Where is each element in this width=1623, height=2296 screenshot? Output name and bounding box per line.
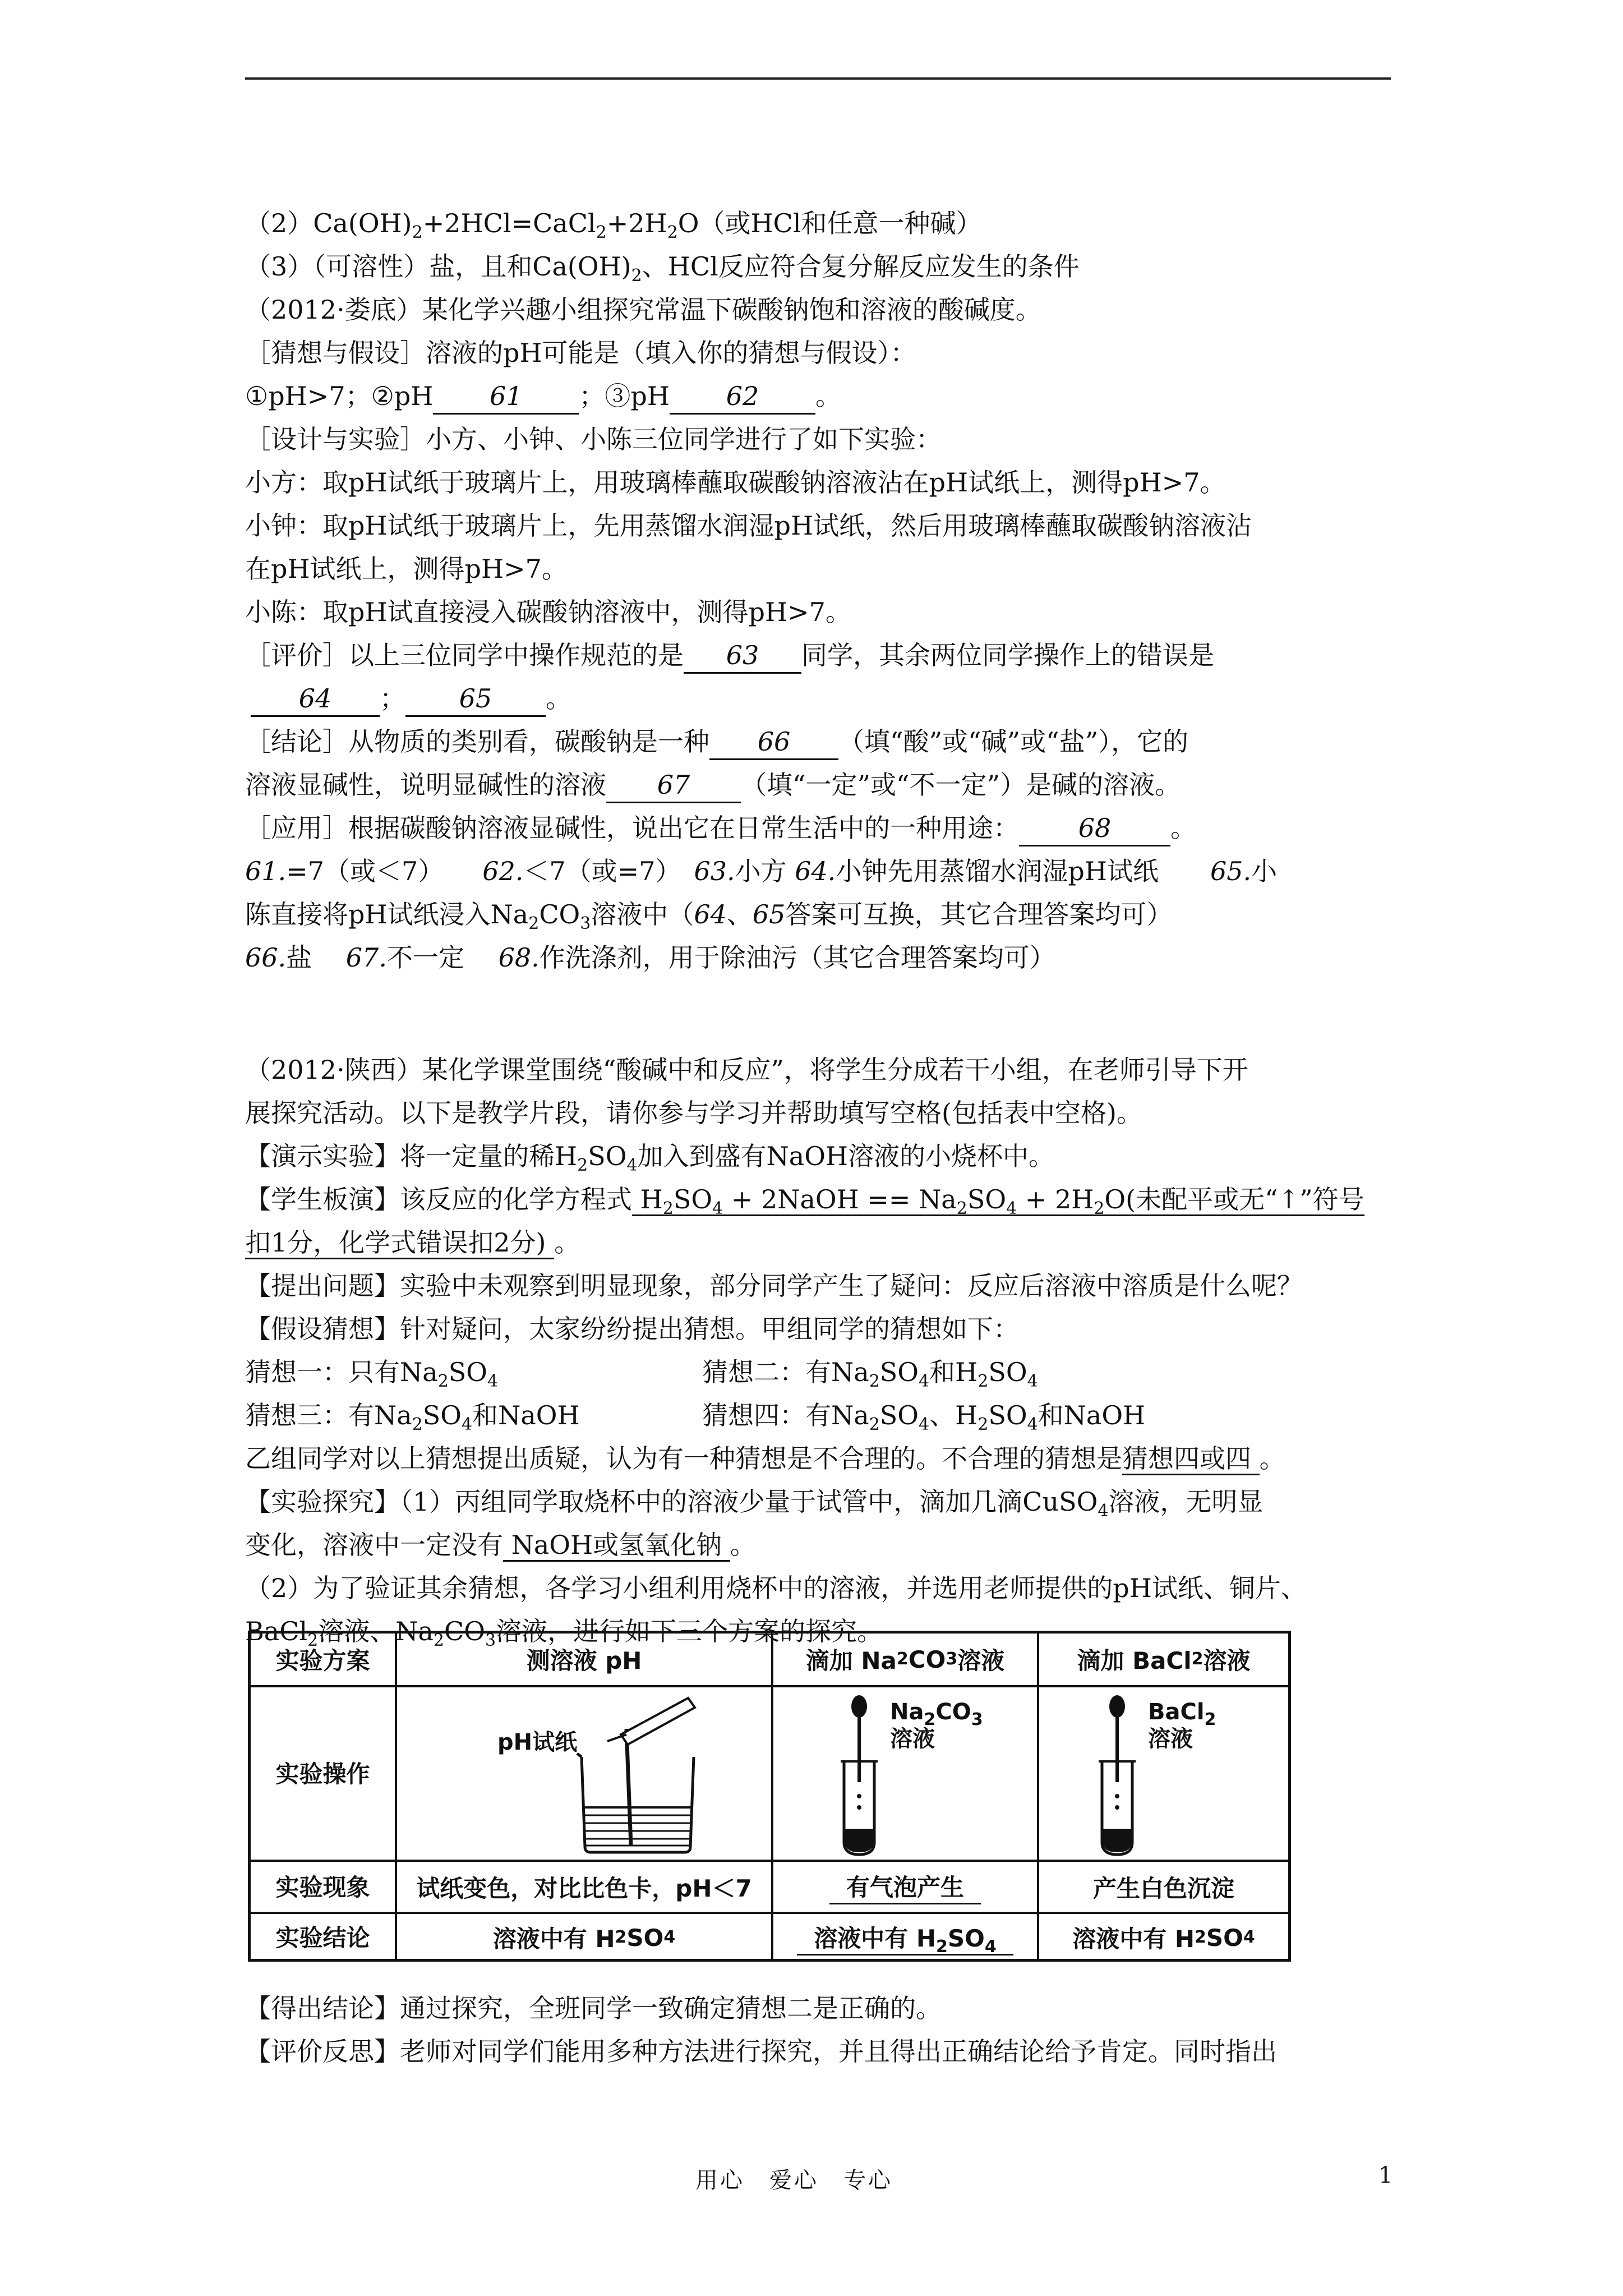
phenomenon-bacl2: 产生白色沉淀 [1092, 1874, 1234, 1902]
text-line: 【评价反思】老师对同学们能用多种方法进行探究，并且得出正确结论给予肯定。同时指出 [245, 2036, 1277, 2067]
dropper-test-tube-icon [834, 1690, 884, 1858]
text-line: 在pH试纸上，测得pH>7。 [245, 554, 568, 584]
beaker-ph-paper-icon [565, 1695, 711, 1858]
column-header-ph: 测溶液 pH [526, 1647, 642, 1674]
text-line: 【学生板演】该反应的化学方程式 $H_2SO_4$ + 2NaOH == $Na_2SO_4 + 2H_2O$(未配平或无“↑”符号 [245, 1184, 1364, 1218]
row-header-phenomenon: 实验现象 [275, 1873, 370, 1901]
text-line: 扣1分，化学式错误扣2分) 。 [245, 1221, 1395, 1264]
text-line: $(2)Ca(OH)_2+2HCl=CaCl_2+2H_2O$（或HCl和任意一种碱） [245, 208, 982, 242]
header-rule [245, 77, 1391, 80]
row-header-operation: 实验操作 [275, 1760, 370, 1788]
text-line: ［应用］根据碳酸钠溶液显碱性，说出它在日常生活中的一种用途： 68 。 [245, 807, 1395, 850]
text-line: 小方：取pH试纸于玻璃片上，用玻璃棒蘸取碳酸钠溶液沾在pH试纸上，测得pH>7。 [245, 467, 1226, 498]
guess-1: 猜想一：只有$Na_2SO_4$ [245, 1357, 499, 1391]
experiment-table [248, 1631, 1291, 1962]
text-line: 【假设猜想】针对疑问，太家纷纷提出猜想。甲组同学的猜想如下： [245, 1314, 1019, 1344]
text-line: BaCl$_2$溶液、$Na_2CO_3$溶液，进行如下三个方案的探究。 [245, 1616, 883, 1650]
text-line: 【提出问题】实验中未观察到明显现象，部分同学产生了疑问：反应后溶液中溶质是什么呢？ [245, 1271, 1303, 1301]
guess-row [245, 1394, 1395, 1437]
text-line: 小陈：取pH试直接浸入碳酸钠溶液中，测得pH>7。 [245, 597, 851, 627]
text-line: （2）为了验证其余猜想，各学习小组利用烧杯中的溶液，并选用老师提供的pH试纸、铜片、 [245, 1573, 1307, 1603]
text-line: 【实验探究】（1）丙组同学取烧杯中的溶液少量于试管中，滴加几滴CuSO$_4$溶液，无明显 [245, 1487, 1264, 1521]
footer-motto: 用心 爱心 专心 [695, 2168, 893, 2193]
dropper-test-tube-icon [1092, 1690, 1142, 1858]
page-footer [0, 2162, 1623, 2196]
conclusion-na2co3-text: 溶液中有 $H_2SO_4$ [797, 1920, 1013, 1955]
column-header-na2co3: 滴加 Na 2 CO 3 溶液 [805, 1645, 1005, 1674]
text-line: （2012·娄底）某化学兴趣小组探究常温下碳酸钠饱和溶液的酸碱度。 [245, 295, 1041, 325]
column-header-bacl2: 滴加 BaCl 2 溶液 [1077, 1647, 1251, 1674]
conclusion-bacl2: 溶液中有 H 2 SO 4 [1072, 1924, 1255, 1953]
text-line: ［猜想与假设］溶液的pH可能是（填入你的猜想与假设）： [245, 338, 916, 368]
text-line: 展探究活动。以下是教学片段，请你参与学习并帮助填写空格(包括表中空格)。 [245, 1098, 1142, 1128]
phenomenon-ph: 试纸变色，对比比色卡，pH＜7 [416, 1874, 752, 1902]
bacl2-label: BaCl$_2$ 溶液 [1148, 1699, 1216, 1752]
text-line: 小钟：取pH试纸于玻璃片上，先用蒸馏水润湿pH试纸，然后用玻璃棒蘸取碳酸钠溶液沾 [245, 510, 1252, 541]
na2co3-label: $Na_2CO_3$ 溶液 [890, 1699, 983, 1752]
text-line: ［设计与实验］小方、小钟、小陈三位同学进行了如下实验： [245, 424, 942, 454]
conclusion-na2co3 [773, 1914, 1037, 1961]
phenomenon-na2co3 [773, 1862, 1037, 1912]
page-number: 1 [1378, 2162, 1393, 2188]
guess-4: 猜想四：有$Na_2SO_4$、$H_2SO_4$和NaOH [702, 1400, 1146, 1434]
answer-line: 61.=7（或＜7） 62.＜7（或=7） 63.小方 64.小钟先用蒸馏水润湿pH试纸 65.小 [245, 856, 1278, 886]
text-line: 变化，溶液中一定没有 NaOH或氢氧化钠 。 [245, 1524, 1395, 1567]
text-line: ①pH>7；②pH 61 ；③pH 62 。 [245, 375, 1395, 418]
guess-3: 猜想三：有$Na_2SO_4$和NaOH [245, 1400, 580, 1434]
text-line: 【演示实验】将一定量的稀$H_2SO_4$加入到盛有NaOH溶液的小烧杯中。 [245, 1141, 1055, 1175]
row-header-conclusion: 实验结论 [275, 1924, 370, 1952]
text-line: （3）（可溶性）盐，且和$Ca(OH)_2$、HCl反应符合复分解反应发生的条件 [245, 251, 1080, 286]
text-line: 【得出结论】通过探究，全班同学一致确定猜想二是正确的。 [245, 1993, 942, 2023]
text-line: 64 ； 65 。 [245, 677, 1395, 720]
document-body [245, 202, 1395, 1653]
answer-line: 66.盐 67.不一定 68.作洗涤剂，用于除油污（其它合理答案均可） [245, 942, 1055, 973]
text-line: ［评价］以上三位同学中操作规范的是 63 同学，其余两位同学操作上的错误是 [245, 634, 1395, 677]
text-line: 乙组同学对以上猜想提出质疑，认为有一种猜想是不合理的。不合理的猜想是猜想四或四 。 [245, 1437, 1395, 1480]
text-line: 溶液显碱性，说明显碱性的溶液 67 （填“一定”或“不一定”）是碱的溶液。 [245, 763, 1395, 807]
guess-2: 猜想二：有$Na_2SO_4$和$H_2SO_4$ [702, 1357, 1038, 1391]
conclusion-ph: 溶液中有 H 2 SO 4 [492, 1924, 676, 1953]
answer-line: 陈直接将pH试纸浸入$Na_2CO_3$溶液中（64、65答案可互换，其它合理答案均可） [245, 899, 1173, 933]
text-line: （2012·陕西）某化学课堂围绕“酸碱中和反应”，将学生分成若干小组，在老师引导下开 [245, 1055, 1248, 1085]
guess-row [245, 1351, 1395, 1394]
document-body-end [245, 1987, 1395, 2073]
row-header-scheme: 实验方案 [275, 1647, 370, 1674]
text-line: ［结论］从物质的类别看，碳酸钠是一种 66 （填“酸”或“碱”或“盐”），它的 [245, 720, 1395, 763]
ph-paper-label: pH试纸 [497, 1729, 578, 1755]
phenomenon-na2co3-text: 有气泡产生 [829, 1869, 981, 1904]
